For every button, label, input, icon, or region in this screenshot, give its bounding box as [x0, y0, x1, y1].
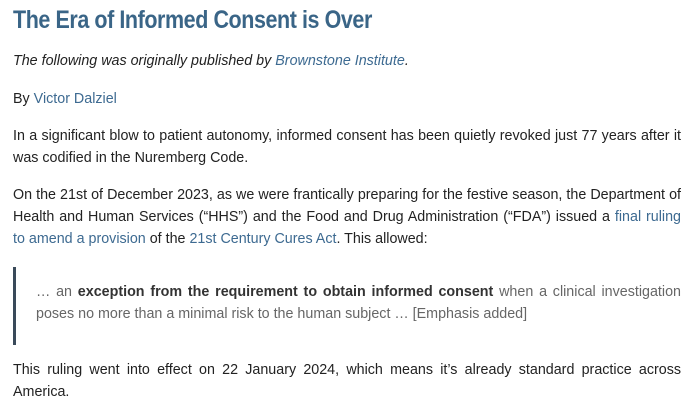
source-note: [13, 50, 681, 72]
blockquote-suffix: when a clinical investigation poses no more than a minimal risk to the human subject … [Emphasis added]: [36, 284, 681, 322]
author-link[interactable]: Victor Dalziel: [33, 91, 117, 107]
blockquote: [13, 267, 681, 345]
blockquote-text: [36, 281, 681, 325]
source-note-end: .: [404, 53, 409, 69]
byline: [13, 88, 681, 110]
cures-act-link[interactable]: 21st Century Cures Act: [189, 231, 337, 247]
article: [13, 0, 681, 403]
byline-prefix: By: [13, 91, 34, 107]
paragraph-2-text-c: . This allowed:: [336, 231, 428, 247]
article-title: The Era of Informed Consent is Over: [13, 6, 372, 34]
paragraph-2-text-a: On the 21st of December 2023, as we were frantically preparing for the festive season, the Department of Health and Human Services (“HHS”) and the Food and Drug Administration (“FDA”) issued a: [13, 187, 681, 225]
paragraph-3: This ruling went into effect on 22 January 2024, which means it’s already standard practice across America.: [13, 362, 681, 400]
source-note-text: The following was originally published by: [13, 53, 276, 69]
final-ruling-link[interactable]: final ruling to amend a provision: [13, 209, 681, 247]
paragraph-2-text-b: of the: [145, 231, 190, 247]
source-link[interactable]: Brownstone Institute: [275, 53, 405, 69]
paragraph-1: In a significant blow to patient autonomy, informed consent has been quietly revoked just 77 years after it was codified in the Nuremberg Code.: [13, 128, 681, 166]
blockquote-emphasis: exception from the requirement to obtain informed consent: [77, 284, 494, 300]
paragraph-2: [13, 184, 681, 250]
blockquote-prefix: … an: [36, 284, 78, 300]
